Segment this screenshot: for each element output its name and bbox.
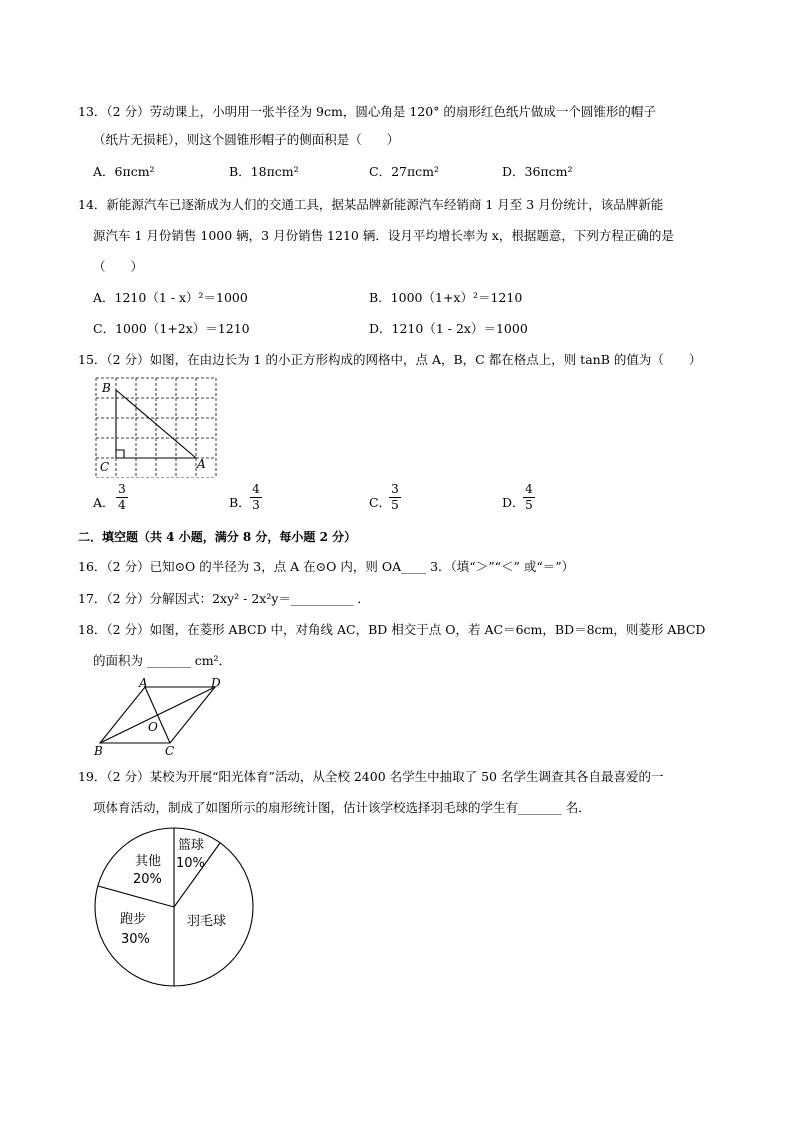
- slice-badminton-name: 羽毛球: [187, 914, 227, 929]
- point-c-label: C: [165, 744, 175, 757]
- q15-option-c-prefix: C．: [369, 495, 392, 510]
- q15-option-a-prefix: A．: [93, 495, 115, 510]
- fraction-denominator: 3: [252, 498, 260, 512]
- point-b-label: B: [94, 744, 103, 757]
- divider-running-other: [98, 886, 174, 907]
- q14-line3: （ ）: [93, 259, 144, 274]
- q17-line1: 17．（2 分）分解因式：2xy² - 2x²y＝__________ ．: [78, 591, 370, 606]
- q15-option-a-fraction: [116, 483, 128, 512]
- q14-option-d: D．1210（1 - 2x）＝1000: [369, 321, 528, 336]
- q15-line1: 15．（2 分）如图，在由边长为 1 的小正方形构成的网格中，点 A，B，C 都在格点上，则 tanB 的值为（ ）: [78, 352, 702, 367]
- slice-basketball-value: 10%: [176, 856, 205, 871]
- point-o-label: O: [148, 720, 158, 734]
- section2-heading: 二．填空题（共 4 小题，满分 8 分，每小题 2 分）: [78, 530, 357, 544]
- q14-option-b: B．1000（1+x）²＝1210: [369, 290, 523, 305]
- q15-option-c-fraction: [389, 483, 401, 512]
- q15-option-b-fraction: [250, 483, 262, 512]
- point-a-label: A: [139, 676, 148, 690]
- q16-line1: 16．（2 分）已知⊙O 的半径为 3，点 A 在⊙O 内，则 OA____ 3．（填“＞”“＜” 或“＝”）: [78, 559, 575, 574]
- fraction-numerator: 3: [391, 482, 399, 496]
- q13-option-d: D．36πcm²: [502, 164, 573, 179]
- q15-option-d-fraction: [523, 483, 535, 512]
- q13-line1: 13．（2 分）劳动课上，小明用一张半径为 9cm，圆心角是 120° 的扇形红色纸片做成一个圆锥形的帽子: [78, 104, 656, 119]
- point-c-label: C: [100, 460, 110, 474]
- q15-option-b-prefix: B．: [229, 495, 251, 510]
- slice-other-name: 其他: [135, 854, 162, 869]
- q18-rhombus-figure: [90, 675, 230, 757]
- q18-line1: 18．（2 分）如图，在菱形 ABCD 中，对角线 AC，BD 相交于点 O，若 AC＝6cm，BD＝8cm，则菱形 ABCD: [78, 622, 706, 637]
- slice-running-value: 30%: [121, 932, 150, 947]
- q13-option-b: B．18πcm²: [229, 164, 299, 179]
- fraction-denominator: 4: [118, 498, 126, 512]
- point-b-label: B: [102, 381, 111, 395]
- fraction-denominator: 5: [391, 498, 399, 512]
- fraction-numerator: 4: [525, 482, 533, 496]
- q15-option-d-prefix: D．: [502, 495, 525, 510]
- q14-option-a: A．1210（1 - x）²＝1000: [93, 290, 248, 305]
- q14-line1: 14．新能源汽车已逐渐成为人们的交通工具，据某品牌新能源汽车经销商 1 月至 3 月份统计，该品牌新能: [78, 197, 664, 212]
- fraction-numerator: 3: [118, 482, 126, 496]
- slice-other-value: 20%: [133, 872, 162, 887]
- q13-option-c: C．27πcm²: [369, 164, 440, 179]
- q13-line2: （纸片无损耗），则这个圆锥形帽子的侧面积是（ ）: [93, 132, 400, 147]
- q18-line2: 的面积为 _______ cm²．: [93, 653, 232, 668]
- q14-option-c: C．1000（1+2x）＝1210: [93, 321, 250, 336]
- rhombus-abcd: [100, 687, 215, 743]
- q13-option-a: A．6πcm²: [93, 164, 155, 179]
- q19-line1: 19．（2 分）某校为开展“阳光体育”活动，从全校 2400 名学生中抽取了 50 名学生调查其各自最喜爱的一: [78, 769, 664, 784]
- q19-line2: 项体育活动，制成了如图所示的扇形统计图，估计该学校选择羽毛球的学生有_______ 名．: [93, 800, 591, 815]
- fraction-numerator: 4: [252, 482, 260, 496]
- slice-running-name: 跑步: [120, 912, 147, 927]
- q14-line2: 源汽车 1 月份销售 1000 辆，3 月份销售 1210 辆．设月平均增长率为 x，根据题意，下列方程正确的是: [93, 228, 674, 243]
- slice-basketball-name: 篮球: [178, 838, 205, 853]
- point-a-label: A: [197, 457, 206, 471]
- q15-grid-figure: [90, 372, 222, 478]
- point-d-label: D: [211, 676, 221, 690]
- q19-pie-chart: [92, 825, 257, 990]
- fraction-denominator: 5: [525, 498, 533, 512]
